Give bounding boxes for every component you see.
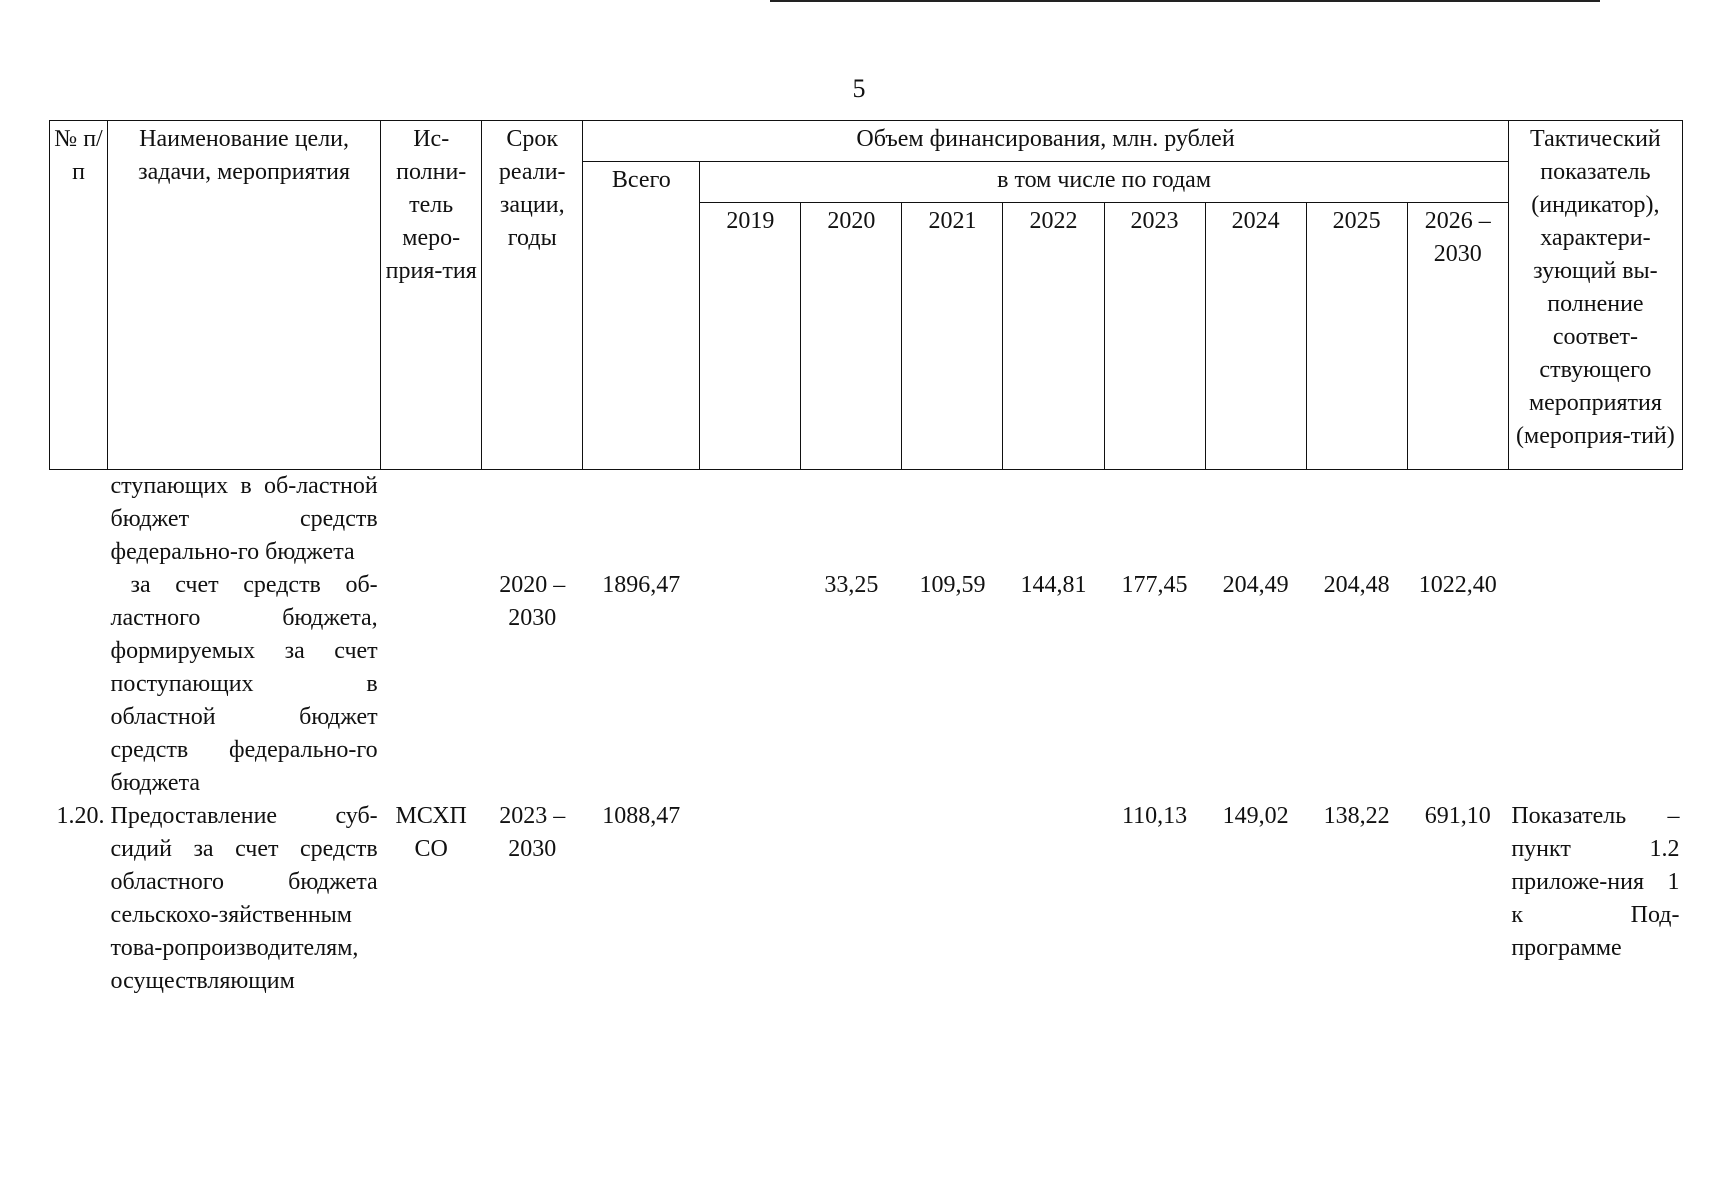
row-year-2025: 204,48 bbox=[1323, 572, 1390, 598]
row-executor bbox=[381, 470, 482, 570]
header-indicator: Тактический показатель (индикатор), характери-зующий вы-полнение соответ-ствующего мероприятия (мероприя-тий) bbox=[1508, 121, 1682, 470]
header-by-years: в том числе по годам bbox=[700, 162, 1508, 203]
page-number: 5 bbox=[852, 74, 866, 103]
header-term: Срок реали-зации, годы bbox=[482, 121, 583, 470]
header-year-2021: 2021 bbox=[902, 203, 1003, 470]
header-year-2026-2030: 2026 – 2030 bbox=[1407, 203, 1508, 470]
row-year-2023 bbox=[1104, 470, 1205, 570]
row-indicator: Показатель – пункт 1.2 приложе-ния 1 к Под-программе bbox=[1511, 803, 1680, 961]
header-year-2019: 2019 bbox=[700, 203, 801, 470]
row-total: 1088,47 bbox=[602, 803, 681, 829]
row-year-2021: 109,59 bbox=[919, 572, 986, 598]
row-year-2026-2030: 1022,40 bbox=[1418, 572, 1497, 598]
header-no: № п/п bbox=[50, 121, 108, 470]
header-year-2024: 2024 bbox=[1205, 203, 1306, 470]
header-year-2022: 2022 bbox=[1003, 203, 1104, 470]
row-executor: МСХП СО bbox=[395, 803, 467, 862]
row-year-2024: 204,49 bbox=[1222, 572, 1289, 598]
header-year-2025: 2025 bbox=[1306, 203, 1407, 470]
row-number bbox=[50, 569, 108, 800]
header-total: Всего bbox=[583, 162, 700, 470]
row-year-2023: 110,13 bbox=[1121, 803, 1188, 829]
row-total: 1896,47 bbox=[602, 572, 681, 598]
row-year-2020 bbox=[801, 800, 902, 998]
row-year-2025: 138,22 bbox=[1323, 803, 1390, 829]
row-year-2020 bbox=[801, 470, 902, 570]
table-header bbox=[50, 121, 1683, 470]
row-total bbox=[583, 470, 700, 570]
row-year-2019 bbox=[700, 470, 801, 570]
row-number bbox=[50, 470, 108, 570]
header-year-2020: 2020 bbox=[801, 203, 902, 470]
row-year-2022: 144,81 bbox=[1020, 572, 1087, 598]
row-name: ступающих в об-ластной бюджет средств федерально-го бюджета bbox=[110, 473, 378, 565]
table-row bbox=[50, 470, 1683, 570]
row-indicator bbox=[1508, 569, 1682, 800]
header-executor: Ис-полни-тель меро-прия-тия bbox=[381, 121, 482, 470]
row-year-2023: 177,45 bbox=[1121, 572, 1188, 598]
header-year-2023: 2023 bbox=[1104, 203, 1205, 470]
row-year-2025 bbox=[1306, 470, 1407, 570]
row-year-2019 bbox=[700, 800, 801, 998]
header-funding: Объем финансирования, млн. рублей bbox=[583, 121, 1509, 162]
top-rule bbox=[770, 0, 1600, 2]
row-name: за счет средств об-ластного бюджета, формируемых за счет поступающих в областной бюджет средств федерально-го бюджета bbox=[110, 572, 378, 796]
table-row bbox=[50, 800, 1683, 998]
row-year-2021 bbox=[902, 470, 1003, 570]
row-year-2019 bbox=[700, 569, 801, 800]
row-executor bbox=[381, 569, 482, 800]
row-year-2024: 149,02 bbox=[1222, 803, 1289, 829]
row-year-2020: 33,25 bbox=[824, 572, 879, 598]
row-name: Предоставление суб-сидий за счет средств областного бюджета сельскохо-зяйственным това-ропроизводителям, осуществляющим bbox=[110, 803, 378, 994]
row-term bbox=[482, 470, 583, 570]
row-term: 2020 – 2030 bbox=[499, 572, 566, 631]
table-row bbox=[50, 569, 1683, 800]
row-year-2026-2030: 691,10 bbox=[1424, 803, 1491, 829]
row-number: 1.20. bbox=[56, 803, 105, 829]
header-name: Наименование цели, задачи, мероприятия bbox=[108, 121, 381, 470]
row-year-2021 bbox=[902, 800, 1003, 998]
row-year-2022 bbox=[1003, 800, 1104, 998]
row-term: 2023 – 2030 bbox=[499, 803, 566, 862]
row-year-2024 bbox=[1205, 470, 1306, 570]
row-indicator bbox=[1508, 470, 1682, 570]
funding-table bbox=[49, 120, 1683, 998]
row-year-2026-2030 bbox=[1407, 470, 1508, 570]
row-year-2022 bbox=[1003, 470, 1104, 570]
